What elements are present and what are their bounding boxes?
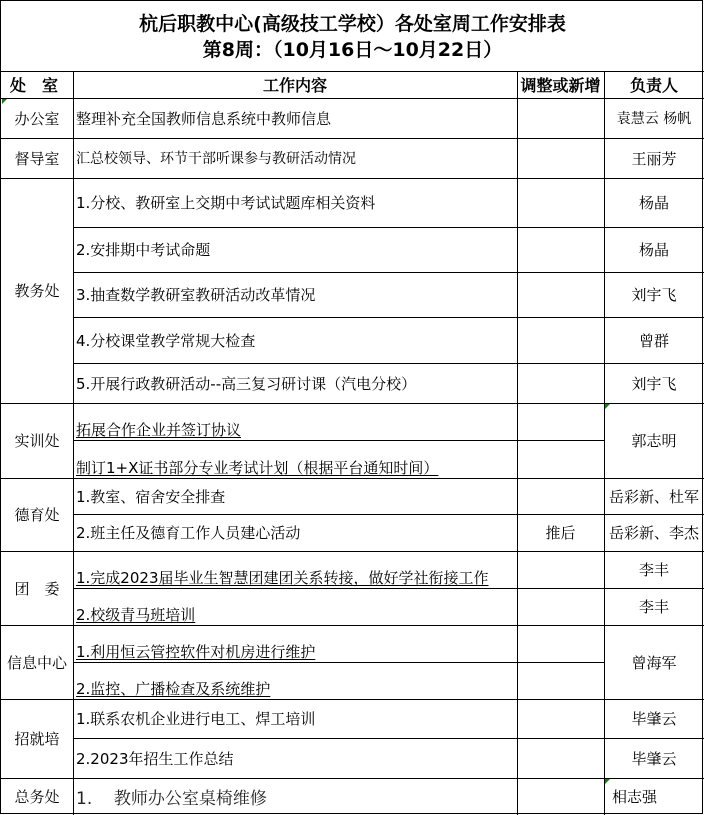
task-content: 4.分校课堂教学常规大检查 <box>76 331 256 350</box>
task-content: 1. 教师办公室桌椅维修 <box>76 789 267 809</box>
task-adjust <box>517 551 604 588</box>
task-owner: 袁慧云 杨帆 <box>616 111 692 127</box>
dept-office: 办公室 <box>14 109 60 128</box>
task-owner: 岳彩新、杜军 <box>608 487 699 506</box>
task-content: 汇总校领导、环节干部听课参与教研活动情况 <box>76 151 356 167</box>
task-content: 2.安排期中考试命题 <box>76 241 211 259</box>
task-content: 1.教室、宿舍安全排查 <box>76 487 226 506</box>
task-content: 1.分校、教研室上交期中考试试题库相关资料 <box>76 194 376 212</box>
title-block <box>1 1 704 71</box>
task-content <box>73 551 517 588</box>
dept-supervision: 督导室 <box>14 149 60 168</box>
task-content-text: 1.利用恒云管控软件对机房进行维护 <box>76 643 316 661</box>
task-adjust <box>517 738 604 778</box>
task-content <box>73 625 517 662</box>
task-content-text: 拓展合作企业并签订协议 <box>76 421 242 439</box>
task-adjust <box>517 625 604 662</box>
comment-marker-icon <box>605 404 610 409</box>
task-owner: 相志强 <box>612 788 658 806</box>
task-adjust <box>517 98 604 138</box>
task-adjust <box>517 662 604 699</box>
dept-academic-affairs: 教务处 <box>14 282 60 300</box>
comment-marker-icon <box>2 99 7 104</box>
task-owner: 郭志明 <box>631 432 677 450</box>
task-adjust <box>517 478 604 514</box>
task-content-text: 2.监控、广播检查及系统维护 <box>76 680 271 698</box>
task-owner: 曾海军 <box>631 653 677 672</box>
task-adjust: 推后 <box>545 524 576 542</box>
task-adjust <box>517 272 604 317</box>
task-content: 2.班主任及德育工作人员建心活动 <box>76 524 301 542</box>
comment-marker-icon <box>605 779 610 784</box>
task-owner: 毕肇云 <box>631 749 677 768</box>
task-owner: 李丰 <box>638 561 669 579</box>
task-adjust <box>517 317 604 363</box>
task-adjust <box>517 403 604 440</box>
task-owner: 岳彩新、李杰 <box>608 524 699 542</box>
task-adjust <box>517 178 604 227</box>
task-adjust <box>517 363 604 403</box>
task-adjust <box>517 227 604 272</box>
header-dept: 处 室 <box>10 76 59 95</box>
task-content <box>73 440 517 478</box>
task-owner: 杨晶 <box>638 194 669 212</box>
task-owner: 刘宇飞 <box>631 286 677 304</box>
task-adjust <box>517 588 604 625</box>
task-content: 3.抽查数学教研室教研活动改革情况 <box>76 286 316 304</box>
task-content-text: 制订1+X证书部分专业考试计划（根据平台通知时间） <box>76 459 439 477</box>
task-owner: 毕肇云 <box>631 710 677 728</box>
task-owner: 刘宇飞 <box>631 374 677 393</box>
header-owner: 负责人 <box>629 76 678 95</box>
task-content-text: 2.校级青马班培训 <box>76 606 196 624</box>
dept-moral-education: 德育处 <box>14 506 60 524</box>
task-content <box>73 588 517 625</box>
dept-training: 实训处 <box>14 432 60 450</box>
sheet-title: 杭后职教中心(高级技工学校）各处室周工作安排表 <box>139 13 566 35</box>
header-adjust: 调整或新增 <box>520 76 601 95</box>
task-owner: 曾群 <box>638 331 669 350</box>
dept-general-affairs: 总务处 <box>14 788 60 806</box>
task-adjust <box>517 138 604 178</box>
week-range: 第8周：（10月16日～10月22日） <box>202 39 503 61</box>
task-content: 1.联系农机企业进行电工、焊工培训 <box>76 710 316 728</box>
dept-youth-league: 团 委 <box>14 579 60 598</box>
task-adjust <box>517 440 604 478</box>
task-owner: 杨晶 <box>638 241 669 259</box>
task-owner: 李丰 <box>638 598 669 616</box>
task-content: 2.2023年招生工作总结 <box>76 749 234 768</box>
task-content: 5.开展行政教研活动--高三复习研讨课（汽电分校） <box>76 374 417 393</box>
dept-info-center: 信息中心 <box>6 653 67 672</box>
header-content: 工作内容 <box>262 76 327 95</box>
task-content <box>73 662 517 699</box>
task-adjust <box>517 778 604 815</box>
task-owner: 王丽芳 <box>631 149 677 168</box>
task-content-text: 1.完成2023届毕业生智慧团建团关系转接，做好学社衔接工作 <box>76 569 489 587</box>
task-content <box>73 403 517 440</box>
dept-enrollment: 招就培 <box>14 730 60 748</box>
task-adjust <box>517 699 604 738</box>
task-content: 整理补充全国教师信息系统中教师信息 <box>76 109 332 128</box>
